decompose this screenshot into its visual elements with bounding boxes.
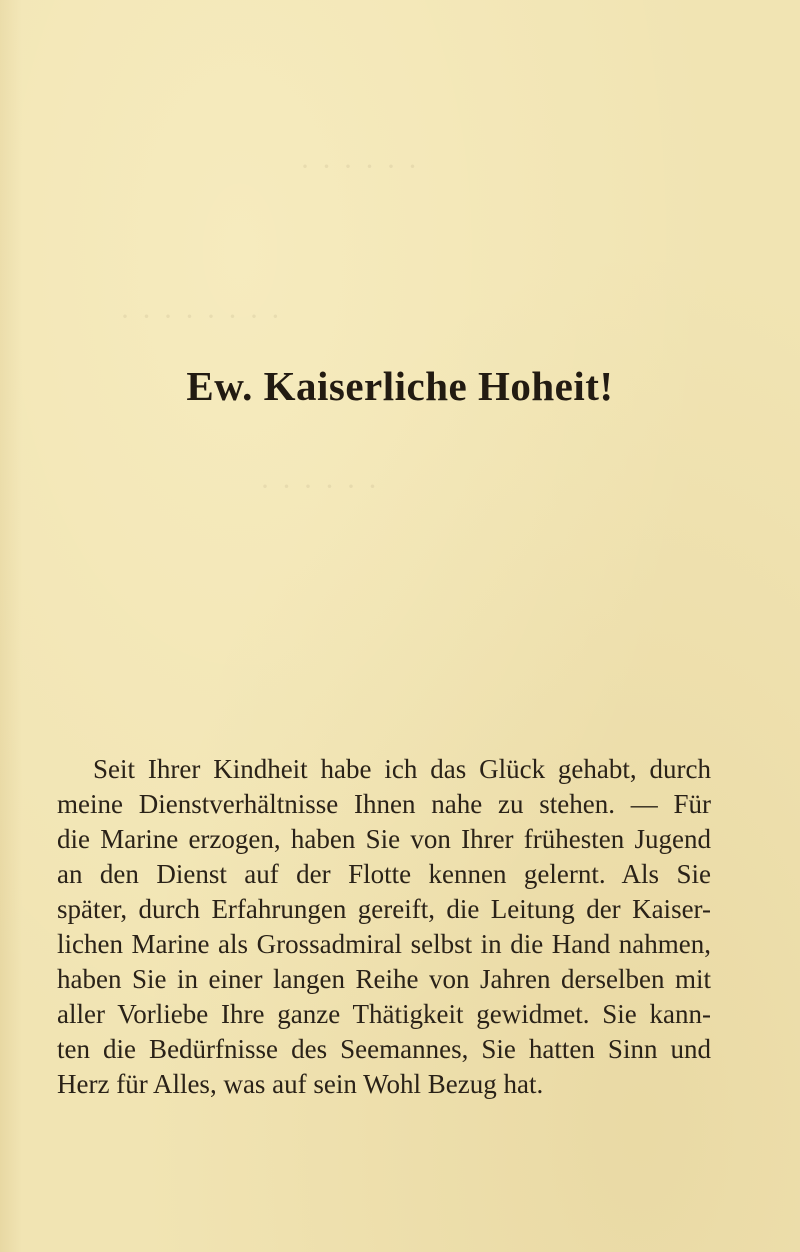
paragraph-line: Seit Ihrer Kindheit habe ich das Glück gehabt, durch — [93, 754, 711, 784]
show-through-texture: · · · · · · · · — [120, 300, 283, 333]
paragraph-line: die Marine erzogen, haben Sie von Ihrer frühesten Jugend — [57, 824, 711, 854]
paragraph-line: meine Dienstverhältnisse Ihnen nahe zu stehen. — Für — [57, 789, 711, 819]
page-heading: Ew. Kaiserliche Hoheit! — [186, 363, 614, 409]
paragraph-line: haben Sie in einer langen Reihe von Jahren derselben mit — [57, 964, 711, 994]
show-through-texture: · · · · · · — [300, 150, 420, 183]
show-through-texture: · · · · · · — [260, 470, 380, 503]
paragraph-line: ten die Bedürfnisse des Seemannes, Sie hatten Sinn und — [57, 1034, 711, 1064]
paragraph-line: aller Vorliebe Ihre ganze Thätigkeit gewidmet. Sie kann- — [57, 999, 711, 1029]
paragraph-line: lichen Marine als Grossadmiral selbst in die Hand nahmen, — [57, 929, 711, 959]
dedication-paragraph — [57, 752, 711, 1102]
paragraph-line: später, durch Erfahrungen gereift, die Leitung der Kaiser- — [57, 894, 711, 924]
paragraph-line: an den Dienst auf der Flotte kennen gelernt. Als Sie — [57, 859, 711, 889]
paragraph-line: Herz für Alles, was auf sein Wohl Bezug hat. — [57, 1069, 544, 1099]
